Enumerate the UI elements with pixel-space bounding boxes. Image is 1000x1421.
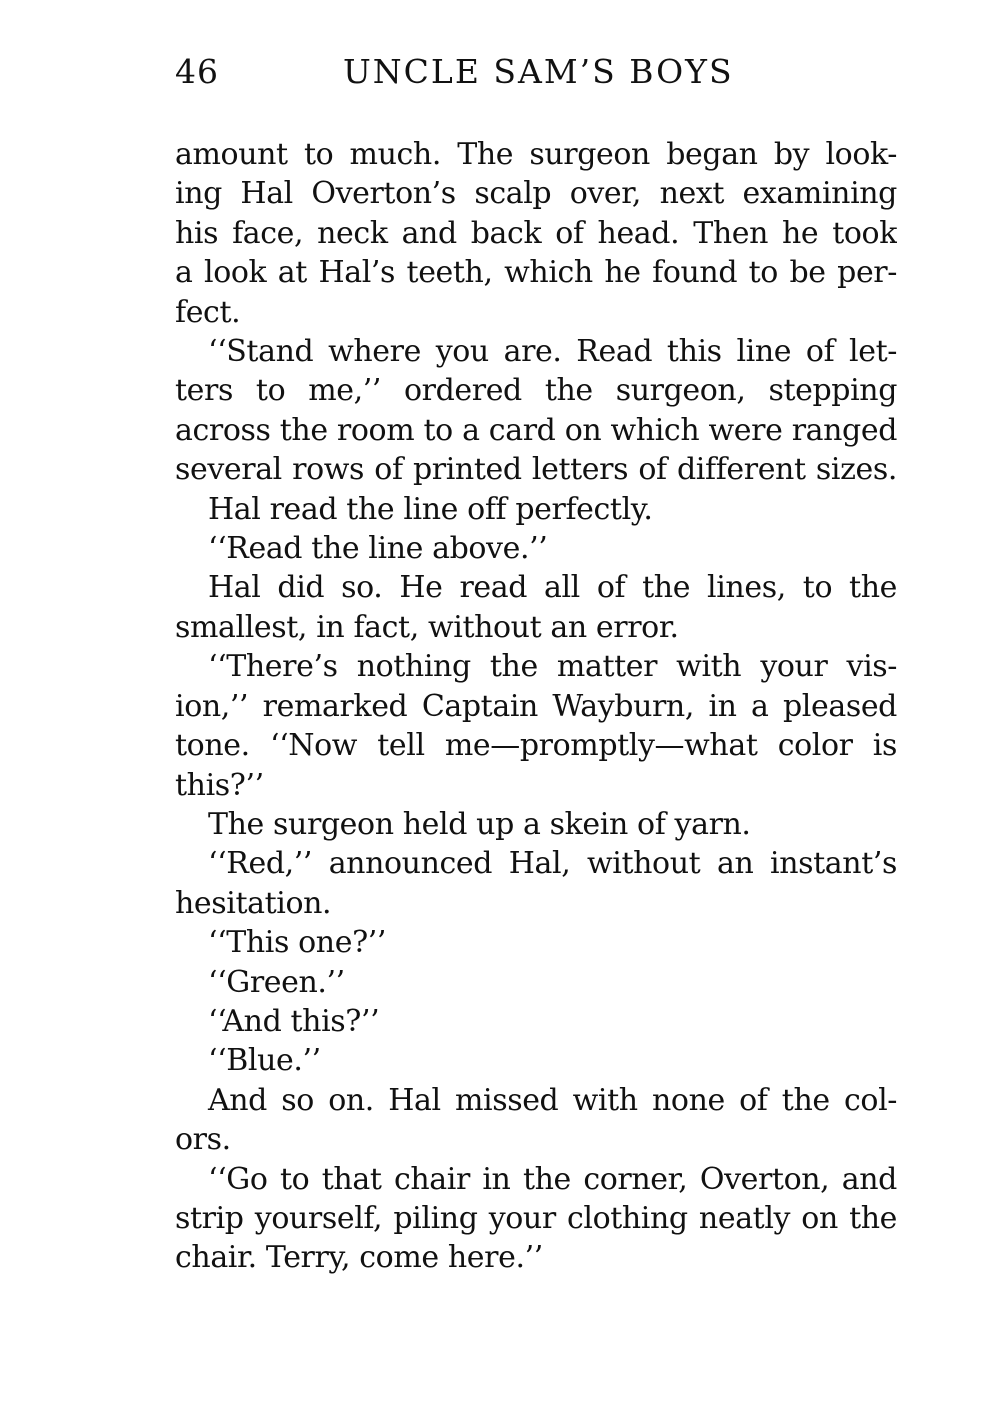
- text-line: ors.: [175, 1122, 231, 1158]
- text-line: smallest, in fact, without an error.: [175, 609, 679, 645]
- text-line: several rows of printed letters of different sizes.: [175, 452, 897, 488]
- text-line: amount to much. The surgeon began by look-: [175, 137, 897, 172]
- text-line: Hal did so. He read all of the lines, to the: [208, 570, 897, 606]
- text-line: this?’’: [175, 767, 264, 803]
- text-line: ‘‘Stand where you are. Read this line of let-: [208, 334, 897, 370]
- body-text: [175, 135, 897, 1278]
- text-line: chair. Terry, come here.’’: [175, 1240, 543, 1276]
- text-line: fect.: [175, 294, 241, 330]
- text-line: ‘‘This one?’’: [208, 925, 387, 961]
- text-line: ing Hal Overton’s scalp over, next examining: [175, 176, 897, 212]
- text-line: And so on. Hal missed with none of the col-: [208, 1082, 897, 1118]
- text-line: ion,’’ remarked Captain Wayburn, in a pleased: [175, 688, 897, 724]
- page-header: [175, 52, 900, 100]
- running-title: UNCLE SAM’S BOYS: [343, 52, 734, 91]
- text-line: ters to me,’’ ordered the surgeon, stepping: [175, 373, 897, 409]
- text-line: a look at Hal’s teeth, which he found to be per-: [175, 255, 897, 291]
- text-line: ‘‘Blue.’’: [208, 1043, 321, 1079]
- text-line: ‘‘Read the line above.’’: [208, 531, 548, 567]
- text-line: tone. ‘‘Now tell me—promptly—what color is: [175, 728, 897, 764]
- text-line: across the room to a card on which were ranged: [175, 412, 897, 448]
- text-line: hesitation.: [175, 885, 332, 921]
- text-line: The surgeon held up a skein of yarn.: [208, 806, 751, 842]
- text-line: ‘‘Go to that chair in the corner, Overton, and: [208, 1161, 897, 1197]
- text-line: ‘‘Green.’’: [208, 964, 345, 1000]
- text-line: ‘‘And this?’’: [208, 1003, 380, 1039]
- text-line: his face, neck and back of head. Then he took: [175, 215, 897, 251]
- text-line: ‘‘Red,’’ announced Hal, without an instant’s: [208, 846, 897, 882]
- text-line: Hal read the line off perfectly.: [208, 491, 653, 527]
- text-line: strip yourself, piling your clothing neatly on the: [175, 1200, 897, 1236]
- text-line: ‘‘There’s nothing the matter with your vis-: [208, 649, 897, 685]
- page-number: 46: [175, 52, 219, 91]
